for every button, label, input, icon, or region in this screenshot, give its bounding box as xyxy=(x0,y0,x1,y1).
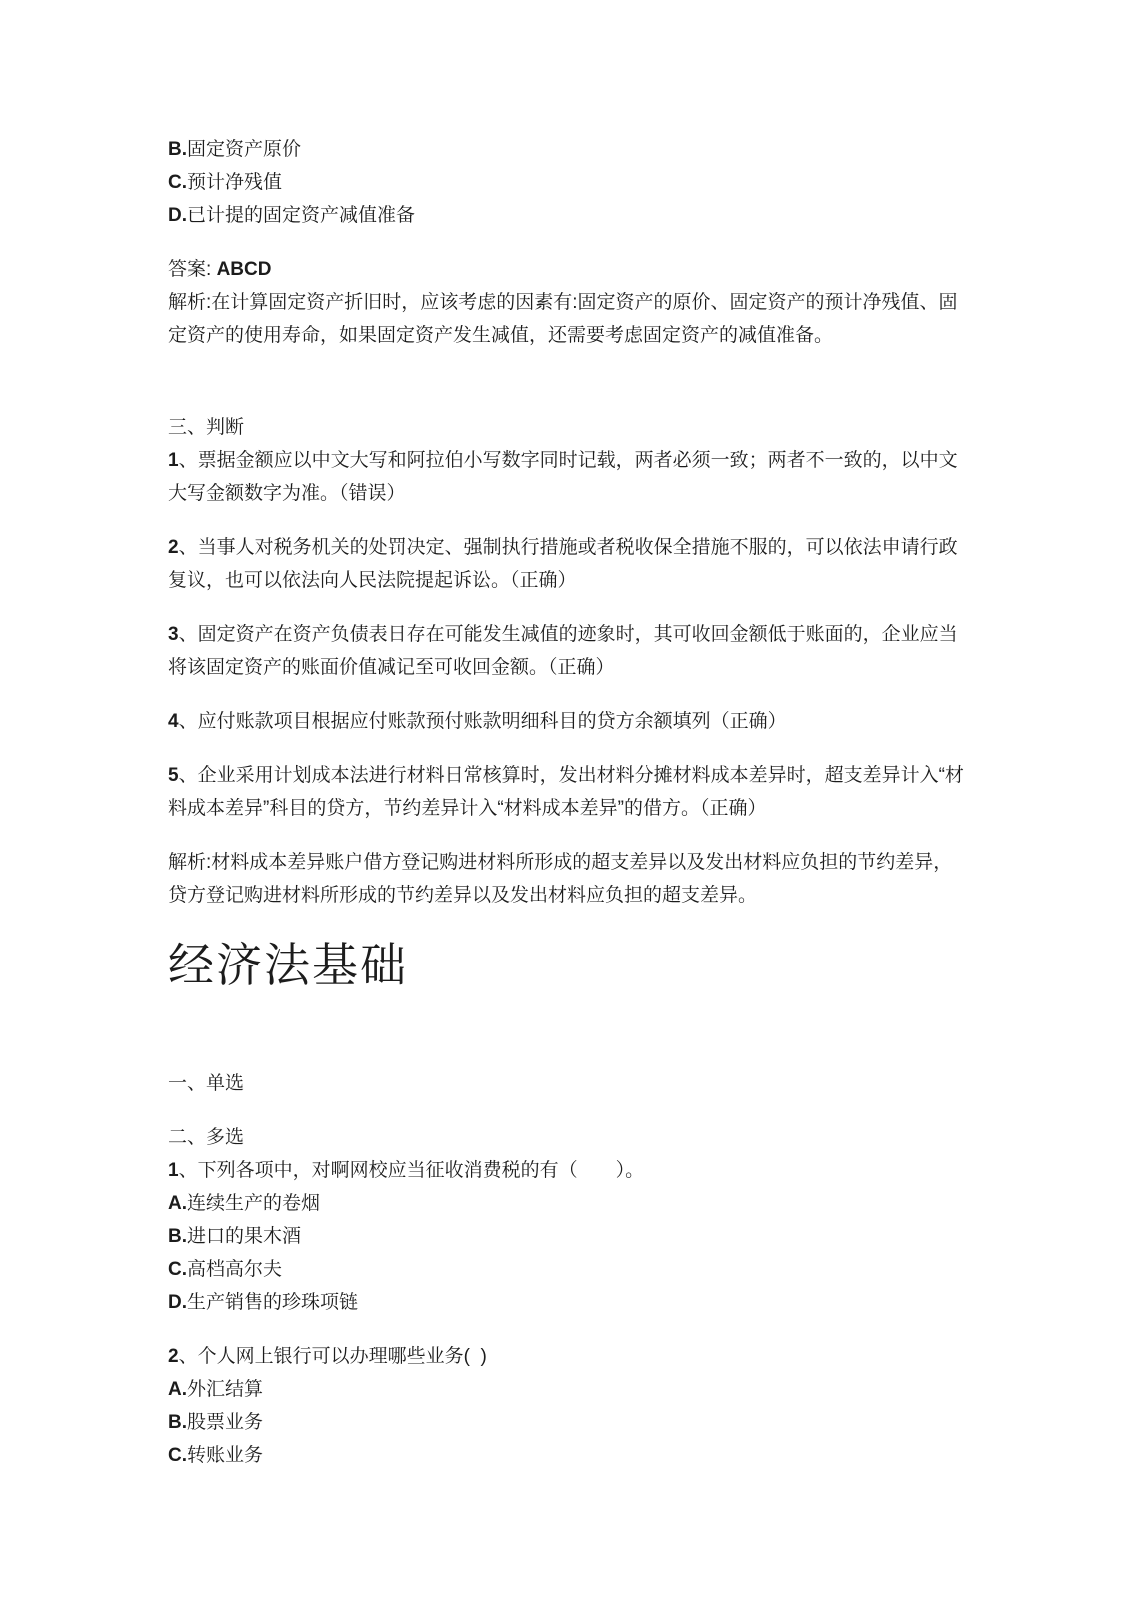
judgement-analysis xyxy=(168,846,968,912)
item-delimiter: 、 xyxy=(178,537,198,558)
item-number: 5 xyxy=(168,765,179,786)
option-line xyxy=(168,133,968,166)
answer-line xyxy=(168,253,968,286)
option-letter: C. xyxy=(168,1445,187,1466)
analysis-label: 解析: xyxy=(168,292,212,313)
analysis-text: 在计算固定资产折旧时，应该考虑的因素有:固定资产的原价、固定资产的预计净残值、固定资产的使用寿命，如果固定资产发生减值，还需要考虑固定资产的减值准备。 xyxy=(168,292,958,346)
question-block xyxy=(168,1340,968,1472)
item-text: 企业采用计划成本法进行材料日常核算时，发出材料分摊材料成本差异时，超支差异计入“材料成本差异”科目的贷方，节约差异计入“材料成本差异”的借方。（正确） xyxy=(168,765,964,819)
section-heading-judgement: 三、判断 xyxy=(168,417,245,438)
option-letter: A. xyxy=(168,1379,187,1400)
item-number: 4 xyxy=(168,711,179,732)
section-heading-single-choice xyxy=(168,1067,968,1100)
judgement-section xyxy=(168,411,968,510)
option-text: 高档高尔夫 xyxy=(187,1259,283,1280)
option-text: 连续生产的卷烟 xyxy=(187,1193,321,1214)
judgement-item xyxy=(168,531,968,597)
question-text: 下列各项中，对啊网校应当征收消费税的有（ ）。 xyxy=(197,1160,645,1181)
question-delimiter: 、 xyxy=(178,1346,198,1367)
option-text: 生产销售的珍珠项链 xyxy=(187,1292,359,1313)
option-line xyxy=(168,199,968,232)
item-delimiter: 、 xyxy=(178,711,198,732)
option-letter: B. xyxy=(168,1226,187,1247)
question-line xyxy=(168,1340,968,1373)
option-letter: A. xyxy=(168,1193,187,1214)
question-delimiter: 、 xyxy=(178,1160,198,1181)
option-line xyxy=(168,1373,968,1406)
item-number: 3 xyxy=(168,624,179,645)
question-number: 2 xyxy=(168,1346,179,1367)
analysis-text: 材料成本差异账户借方登记购进材料所形成的超支差异以及发出材料应负担的节约差异，贷方登记购进材料所形成的节约差异以及发出材料应负担的超支差异。 xyxy=(168,852,953,906)
option-letter: D. xyxy=(168,205,187,226)
option-line xyxy=(168,1187,968,1220)
item-delimiter: 、 xyxy=(178,765,198,786)
option-text: 预计净残值 xyxy=(187,172,283,193)
analysis-paragraph xyxy=(168,286,968,352)
item-text: 应付账款项目根据应付账款预付账款明细科目的贷方余额填列（正确） xyxy=(197,711,787,732)
judgement-item xyxy=(168,759,968,825)
option-line xyxy=(168,1286,968,1319)
item-text: 当事人对税务机关的处罚决定、强制执行措施或者税收保全措施不服的，可以依法申请行政复议，也可以依法向人民法院提起诉讼。（正确） xyxy=(168,537,958,591)
item-text: 固定资产在资产负债表日存在可能发生减值的迹象时，其可收回金额低于账面的，企业应当将该固定资产的账面价值减记至可收回金额。（正确） xyxy=(168,624,958,678)
item-number: 1 xyxy=(168,450,179,471)
section-heading-text: 一、单选 xyxy=(168,1073,245,1094)
option-text: 进口的果木酒 xyxy=(187,1226,302,1247)
answer-label: 答案: xyxy=(168,259,217,280)
question-number: 1 xyxy=(168,1160,179,1181)
document-content xyxy=(168,133,968,1472)
multi-choice-section xyxy=(168,1121,968,1319)
judgement-item xyxy=(168,705,968,738)
option-text: 固定资产原价 xyxy=(187,139,302,160)
option-letter: B. xyxy=(168,1412,187,1433)
option-text: 股票业务 xyxy=(187,1412,264,1433)
answer-value: ABCD xyxy=(216,259,272,280)
analysis-label: 解析: xyxy=(168,852,212,873)
option-line xyxy=(168,1220,968,1253)
option-text: 已计提的固定资产减值准备 xyxy=(187,205,416,226)
section-heading-multi-choice: 二、多选 xyxy=(168,1127,245,1148)
option-line xyxy=(168,1253,968,1286)
option-text: 外汇结算 xyxy=(187,1379,264,1400)
option-line xyxy=(168,1406,968,1439)
chapter-title: 经济法基础 xyxy=(168,940,408,991)
judgement-item xyxy=(168,444,968,510)
item-delimiter: 、 xyxy=(178,450,198,471)
question-text: 个人网上银行可以办理哪些业务( ) xyxy=(197,1346,487,1367)
option-line xyxy=(168,166,968,199)
answer-analysis-block xyxy=(168,253,968,352)
option-letter: C. xyxy=(168,172,187,193)
option-line xyxy=(168,1439,968,1472)
option-letter: B. xyxy=(168,139,187,160)
option-text: 转账业务 xyxy=(187,1445,264,1466)
option-letter: D. xyxy=(168,1292,187,1313)
item-text: 票据金额应以中文大写和阿拉伯小写数字同时记载，两者必须一致；两者不一致的，以中文大写金额数字为准。（错误） xyxy=(168,450,958,504)
judgement-item xyxy=(168,618,968,684)
item-delimiter: 、 xyxy=(178,624,198,645)
item-number: 2 xyxy=(168,537,179,558)
question-line xyxy=(168,1154,968,1187)
option-letter: C. xyxy=(168,1259,187,1280)
mc-options-block xyxy=(168,133,968,232)
